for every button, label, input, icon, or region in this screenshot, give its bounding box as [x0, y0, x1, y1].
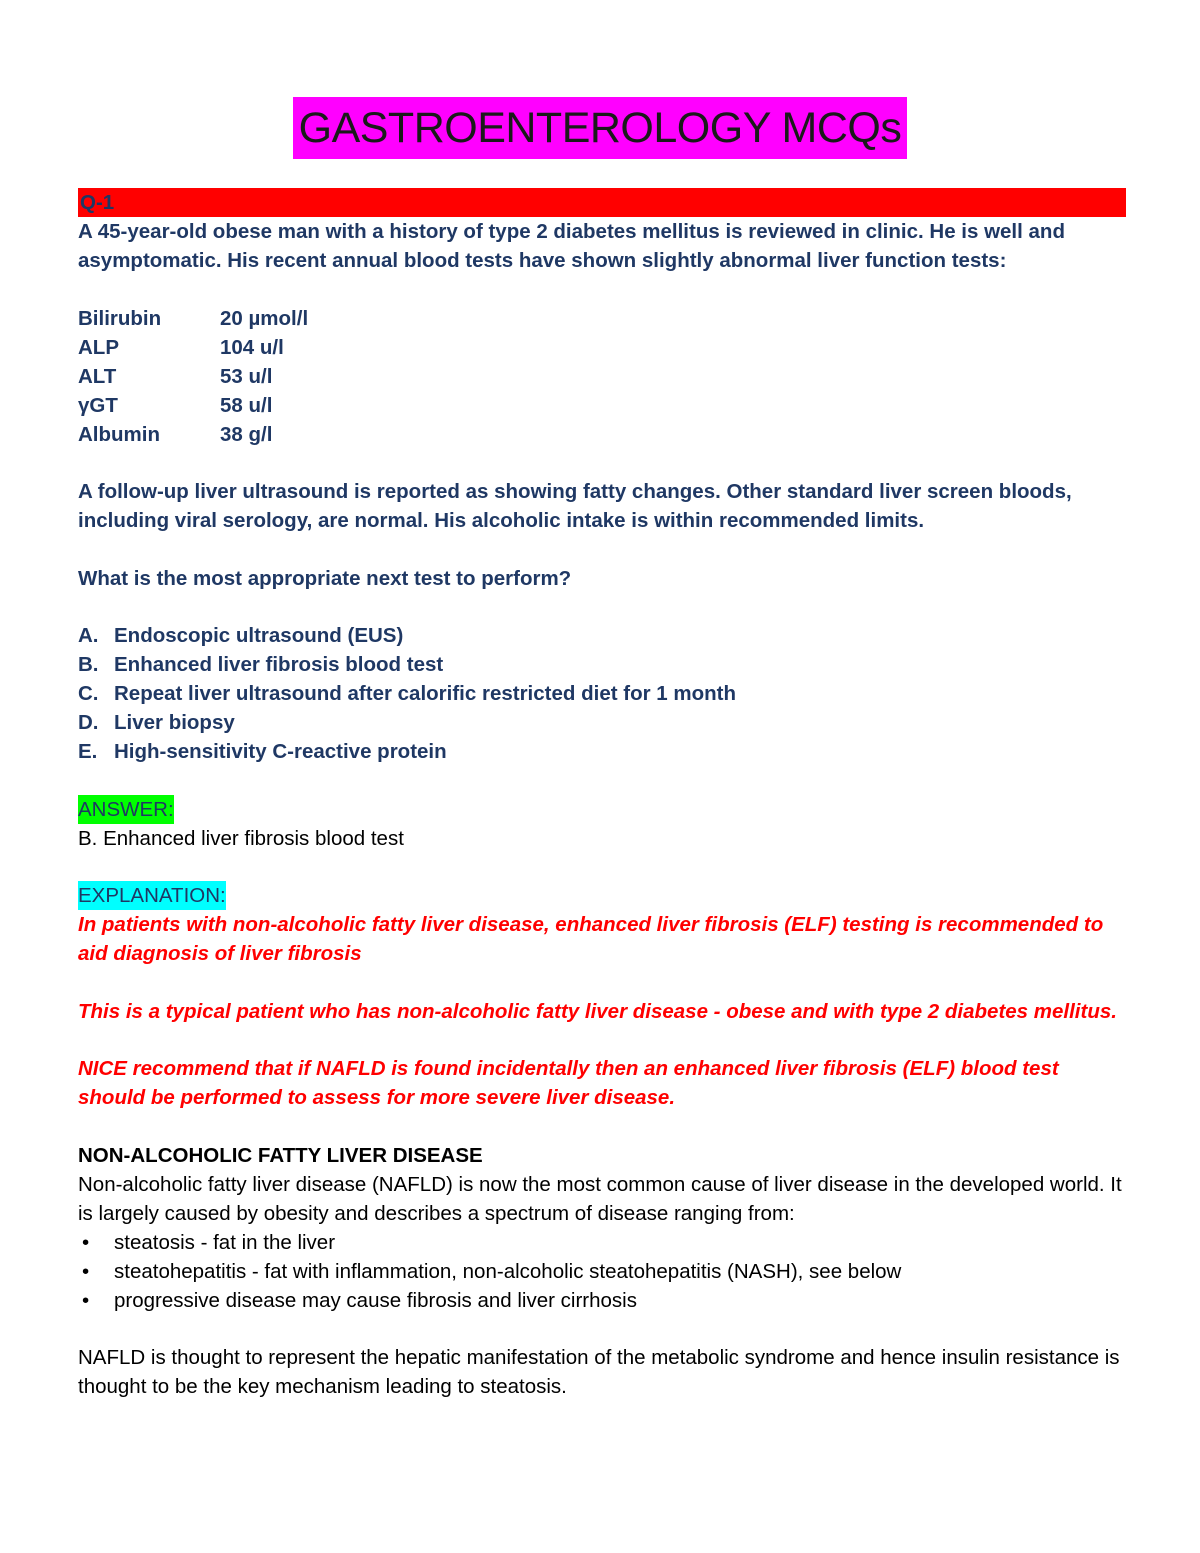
lab-results-table — [78, 304, 1126, 449]
option-letter: D. — [78, 711, 99, 734]
lab-name: Albumin — [78, 422, 160, 446]
lab-name: ALT — [78, 364, 117, 388]
content — [78, 188, 1126, 1401]
option-letter: C. — [78, 682, 99, 705]
answer-label: ANSWER: — [78, 795, 174, 824]
option-d — [78, 708, 1126, 737]
option-text: Repeat liver ultrasound after calorific restricted diet for 1 month — [114, 682, 736, 705]
option-a — [78, 621, 1126, 650]
title-wrapper — [0, 97, 1200, 159]
explanation-paragraph: This is a typical patient who has non-alcoholic fatty liver disease - obese and with type 2 diabetes mellitus. — [78, 999, 1117, 1023]
explanation-label: EXPLANATION: — [78, 881, 226, 910]
lab-name: Bilirubin — [78, 306, 162, 330]
explanation-paragraph: NICE recommend that if NAFLD is found incidentally then an enhanced liver fibrosis (ELF) blood test should be performed to assess for more severe liver disease. — [78, 1057, 1059, 1109]
question-stem: A 45-year-old obese man with a history of type 2 diabetes mellitus is reviewed in clinic. He is well and asymptomatic. His recent annual blood tests have shown slightly abnormal liver function tests: — [78, 220, 1065, 272]
list-item-text: progressive disease may cause fibrosis and liver cirrhosis — [114, 1288, 637, 1312]
answer-text: B. Enhanced liver fibrosis blood test — [78, 826, 404, 850]
lab-value: 53 u/l — [220, 364, 273, 388]
question-id-bar: Q-1 — [78, 188, 1126, 217]
option-letter: A. — [78, 624, 99, 647]
option-c — [78, 679, 1126, 708]
answer-options — [78, 621, 1126, 766]
option-text: High-sensitivity C-reactive protein — [114, 740, 447, 763]
bullet-icon: • — [82, 1288, 90, 1312]
list-item — [78, 1286, 1126, 1315]
bullet-icon: • — [82, 1259, 90, 1283]
lab-value: 20 µmol/l — [220, 306, 309, 330]
option-b — [78, 650, 1126, 679]
question-prompt: What is the most appropriate next test to perform? — [78, 566, 572, 590]
section-heading: NON-ALCOHOLIC FATTY LIVER DISEASE — [78, 1143, 483, 1167]
question-followup: A follow-up liver ultrasound is reported as showing fatty changes. Other standard liver screen bloods, including viral serology, are normal. His alcoholic intake is within recommended limits. — [78, 480, 1072, 532]
explanation-paragraph: In patients with non-alcoholic fatty liver disease, enhanced liver fibrosis (ELF) testing is recommended to aid diagnosis of liver fibrosis — [78, 913, 1104, 965]
list-item — [78, 1228, 1126, 1257]
section-closing: NAFLD is thought to represent the hepatic manifestation of the metabolic syndrome and hence insulin resistance is thought to be the key mechanism leading to steatosis. — [78, 1346, 1120, 1398]
list-item-text: steatosis - fat in the liver — [114, 1230, 336, 1254]
page-title: GASTROENTEROLOGY MCQs — [293, 97, 908, 159]
lab-name: ALP — [78, 335, 119, 359]
option-letter: E. — [78, 740, 98, 763]
option-letter: B. — [78, 653, 99, 676]
option-e — [78, 737, 1126, 766]
lab-value: 58 u/l — [220, 393, 273, 417]
option-text: Liver biopsy — [114, 711, 235, 734]
section-bullet-list — [78, 1228, 1126, 1315]
lab-name: γGT — [78, 393, 118, 417]
option-text: Endoscopic ultrasound (EUS) — [114, 624, 404, 647]
bullet-icon: • — [82, 1230, 90, 1254]
option-text: Enhanced liver fibrosis blood test — [114, 653, 444, 676]
lab-value: 38 g/l — [220, 422, 273, 446]
list-item-text: steatohepatitis - fat with inflammation, non-alcoholic steatohepatitis (NASH), see below — [114, 1259, 902, 1283]
list-item — [78, 1257, 1126, 1286]
lab-value: 104 u/l — [220, 335, 284, 359]
section-intro: Non-alcoholic fatty liver disease (NAFLD) is now the most common cause of liver disease in the developed world. It is largely caused by obesity and describes a spectrum of disease ranging from: — [78, 1172, 1122, 1225]
